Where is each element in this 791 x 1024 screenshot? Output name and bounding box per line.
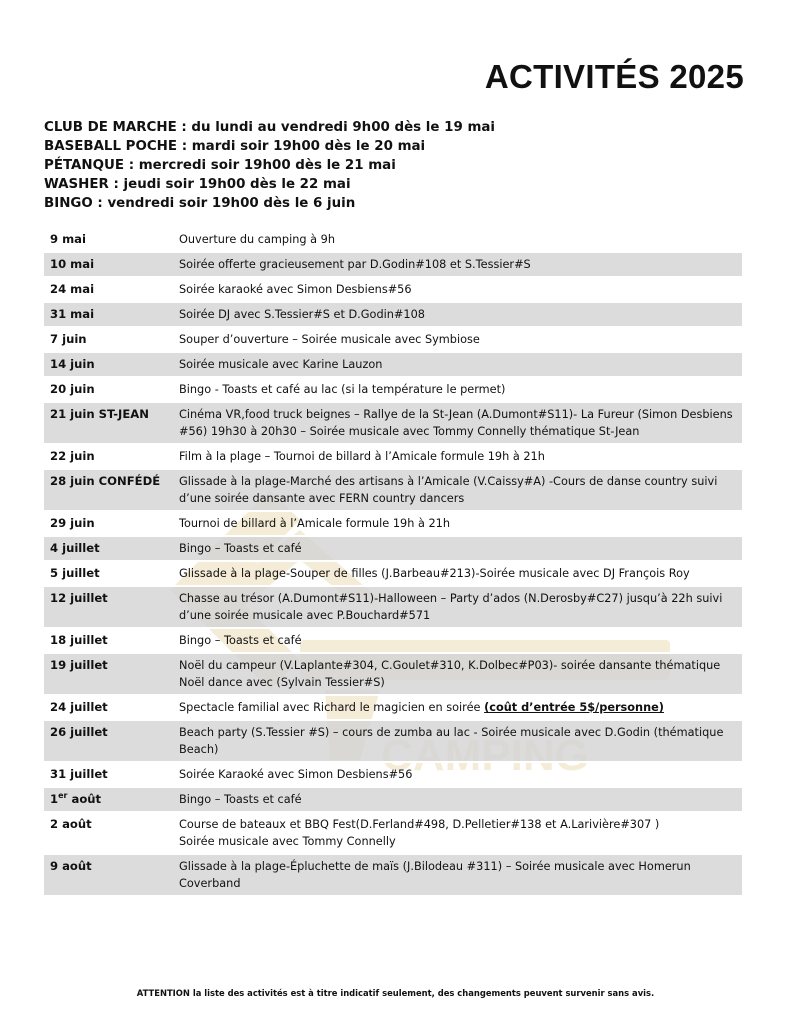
event-row bbox=[44, 561, 742, 586]
event-description: Glissade à la plage-Épluchette de maïs (J.Bilodeau #311) – Soirée musicale avec Homerun Coverband bbox=[179, 860, 691, 890]
event-description: Ouverture du camping à 9h bbox=[179, 233, 336, 246]
event-description bbox=[173, 812, 742, 854]
event-row bbox=[44, 787, 742, 812]
disclaimer-footer: ATTENTION la liste des activités est à titre indicatif seulement, des changements peuvent survenir sans avis. bbox=[136, 988, 655, 998]
event-description: Soirée musicale avec Karine Lauzon bbox=[179, 358, 383, 371]
event-row bbox=[44, 469, 742, 511]
entry-fee-note: (coût d’entrée 5$/personne) bbox=[484, 701, 664, 714]
event-row bbox=[44, 327, 742, 352]
event-row bbox=[44, 812, 742, 854]
event-date: 24 juillet bbox=[50, 700, 108, 714]
event-description: Bingo – Toasts et café bbox=[179, 634, 302, 647]
schedule-item: BASEBALL POCHE : mardi soir 19h00 dès le 20 mai bbox=[44, 139, 426, 154]
weekly-schedule-list bbox=[44, 118, 495, 213]
event-row bbox=[44, 302, 742, 327]
event-date: 31 mai bbox=[50, 307, 95, 321]
event-row bbox=[44, 762, 742, 787]
event-date: 20 juin bbox=[50, 382, 95, 396]
event-row bbox=[44, 854, 742, 896]
event-row bbox=[44, 277, 742, 302]
event-date: 12 juillet bbox=[50, 591, 108, 605]
event-date: 10 mai bbox=[50, 257, 95, 271]
event-row bbox=[44, 628, 742, 653]
event-description: Soirée offerte gracieusement par D.Godin#108 et S.Tessier#S bbox=[179, 258, 531, 271]
event-date bbox=[44, 787, 173, 812]
event-date: 14 juin bbox=[50, 357, 95, 371]
event-date-number: 1 bbox=[50, 792, 59, 806]
schedule-item: CLUB DE MARCHE : du lundi au vendredi 9h00 dès le 19 mai bbox=[44, 120, 496, 135]
event-description-line: Soirée musicale avec Tommy Connelly bbox=[179, 835, 396, 848]
event-date: 2 août bbox=[50, 817, 92, 831]
event-row bbox=[44, 586, 742, 628]
event-date: 29 juin bbox=[50, 516, 95, 530]
event-row bbox=[44, 444, 742, 469]
event-description: Noël du campeur (V.Laplante#304, C.Goulet#310, K.Dolbec#P03)- soirée dansante thématique Noël dance avec (Sylvain Tessier#S) bbox=[179, 659, 721, 689]
event-date: 5 juillet bbox=[50, 566, 100, 580]
event-row bbox=[44, 228, 742, 252]
event-date: 9 mai bbox=[50, 232, 86, 246]
event-description: Soirée DJ avec S.Tessier#S et D.Godin#108 bbox=[179, 308, 425, 321]
event-date: 21 juin ST-JEAN bbox=[50, 407, 149, 421]
event-date: 18 juillet bbox=[50, 633, 108, 647]
event-row bbox=[44, 511, 742, 536]
event-description-line: Course de bateaux et BBQ Fest(D.Ferland#498, D.Pelletier#138 et A.Larivière#307 ) bbox=[179, 818, 660, 831]
event-description: Bingo - Toasts et café au lac (si la température le permet) bbox=[179, 383, 506, 396]
event-description: Souper d’ouverture – Soirée musicale avec Symbiose bbox=[179, 333, 480, 346]
event-date: 19 juillet bbox=[50, 658, 108, 672]
event-description: Bingo – Toasts et café bbox=[179, 542, 302, 555]
event-date: 22 juin bbox=[50, 449, 95, 463]
event-description: Cinéma VR,food truck beignes – Rallye de la St-Jean (A.Dumont#S11)- La Fureur (Simon Desbiens #56) 19h30 à 20h30 – Soirée musicale avec Tommy Connelly thématique St-Jean bbox=[179, 408, 733, 438]
event-date: 31 juillet bbox=[50, 767, 108, 781]
event-description: Film à la plage – Tournoi de billard à l’Amicale formule 19h à 21h bbox=[179, 450, 545, 463]
event-row bbox=[44, 402, 742, 444]
event-row bbox=[44, 377, 742, 402]
schedule-item: PÉTANQUE : mercredi soir 19h00 dès le 21 mai bbox=[44, 158, 396, 173]
event-row bbox=[44, 536, 742, 561]
event-row bbox=[44, 352, 742, 377]
event-description: Glissade à la plage-Souper de filles (J.Barbeau#213)-Soirée musicale avec DJ François Roy bbox=[179, 567, 690, 580]
event-date: 7 juin bbox=[50, 332, 87, 346]
event-date: 24 mai bbox=[50, 282, 95, 296]
event-row bbox=[44, 720, 742, 762]
event-description: Glissade à la plage-Marché des artisans à l’Amicale (V.Caissy#A) -Cours de danse country suivi d’une soirée dansante avec FERN country dancers bbox=[179, 475, 718, 505]
event-row bbox=[44, 252, 742, 277]
schedule-item: WASHER : jeudi soir 19h00 dès le 22 mai bbox=[44, 177, 351, 192]
event-date: 28 juin CONFÉDÉ bbox=[50, 474, 161, 488]
event-description: Soirée Karaoké avec Simon Desbiens#56 bbox=[179, 768, 413, 781]
event-date: 9 août bbox=[50, 859, 92, 873]
schedule-item: BINGO : vendredi soir 19h00 dès le 6 juin bbox=[44, 196, 356, 211]
svg-text:CAMPING: CAMPING bbox=[381, 731, 589, 780]
event-row bbox=[44, 695, 742, 720]
event-description: Tournoi de billard à l’Amicale formule 19h à 21h bbox=[179, 517, 451, 530]
events-table bbox=[44, 228, 742, 897]
event-description-text: Spectacle familial avec Richard le magicien en soirée bbox=[179, 701, 481, 714]
event-date: 4 juillet bbox=[50, 541, 100, 555]
event-description: Bingo – Toasts et café bbox=[179, 793, 302, 806]
event-description bbox=[173, 695, 742, 720]
event-description: Soirée karaoké avec Simon Desbiens#56 bbox=[179, 283, 412, 296]
event-description: Chasse au trésor (A.Dumont#S11)-Halloween – Party d’ados (N.Derosby#C27) jusqu’à 22h suivi d’une soirée musicale avec P.Bouchard#571 bbox=[179, 592, 723, 622]
event-date-month: août bbox=[67, 792, 102, 806]
event-row bbox=[44, 653, 742, 695]
page-title: ACTIVITÉS 2025 bbox=[484, 58, 744, 95]
event-date: 26 juillet bbox=[50, 725, 108, 739]
event-description: Beach party (S.Tessier #S) – cours de zumba au lac - Soirée musicale avec D.Godin (thématique Beach) bbox=[179, 726, 724, 756]
ordinal-suffix: er bbox=[58, 791, 68, 801]
